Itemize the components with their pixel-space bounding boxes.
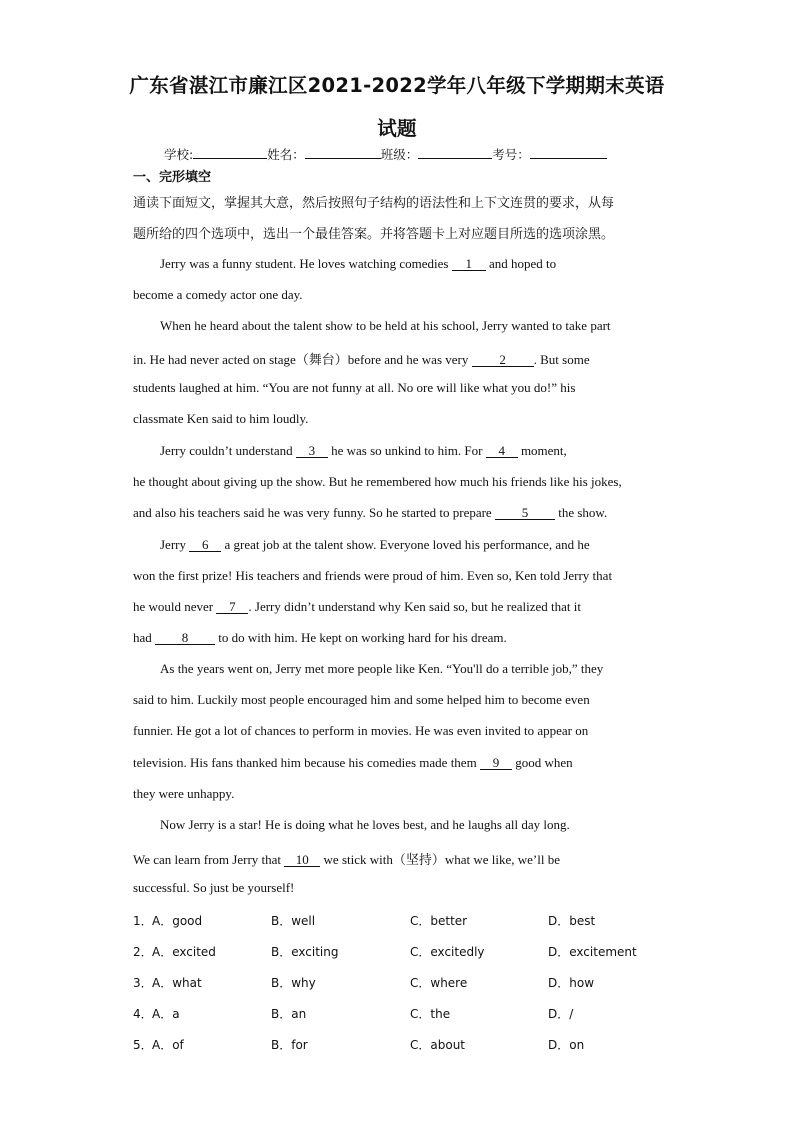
option-a[interactable]: A．of [152, 1038, 184, 1052]
passage-line: they were unhappy. [133, 786, 235, 801]
section-heading: 一、完形填空 [133, 170, 212, 185]
passage-line: he thought about giving up the show. But he remembered how much his friends like his jokes, [133, 474, 622, 489]
option-c[interactable]: C．excitedly [410, 945, 485, 959]
option-b[interactable]: B．why [271, 976, 316, 990]
passage-line: television. His fans thanked him because his comedies made them 9 good when [133, 755, 573, 770]
option-d[interactable]: D．how [548, 976, 595, 990]
blank-4: 4 [486, 445, 518, 458]
name-label: 姓名： [267, 147, 305, 162]
question-number: 2． [133, 945, 153, 959]
option-a[interactable]: A．what [152, 976, 202, 990]
class-label: 班级： [380, 147, 419, 162]
passage-line: Jerry was a funny student. He loves watching comedies 1 and hoped to [160, 256, 557, 271]
number-field[interactable] [530, 146, 607, 159]
question-number: 5． [133, 1038, 153, 1052]
passage-line: students laughed at him. “You are not funny at all. No ore will like what you do!” his [133, 380, 576, 395]
option-c[interactable]: C．the [410, 1007, 451, 1021]
option-b[interactable]: B．for [271, 1038, 308, 1052]
blank-5: 5 [495, 507, 555, 520]
passage-line: won the first prize! His teachers and friends were proud of him. Even so, Ken told Jerry that [133, 568, 613, 583]
passage-line: When he heard about the talent show to be held at his school, Jerry wanted to take part [160, 318, 611, 333]
option-a[interactable]: A．good [152, 914, 203, 928]
option-c[interactable]: C．better [410, 914, 468, 928]
school-label: 学校: [164, 147, 194, 162]
passage-line: become a comedy actor one day. [133, 287, 303, 302]
passage-line: and also his teachers said he was very funny. So he started to prepare 5 the show. [133, 505, 608, 520]
page-title-continued: 试题 [377, 117, 417, 140]
passage-line: successful. So just be yourself! [133, 880, 295, 895]
blank-8: 8 [155, 632, 215, 645]
blank-1: 1 [452, 258, 486, 271]
option-b[interactable]: B．exciting [271, 945, 339, 959]
passage-line: he would never 7 . Jerry didn’t understand why Ken said so, but he realized that it [133, 599, 582, 614]
blank-2: 2 [472, 354, 534, 367]
name-field[interactable] [305, 146, 381, 159]
passage-line: had 8 to do with him. He kept on working hard for his dream. [133, 630, 507, 645]
option-d[interactable]: D．/ [548, 1007, 574, 1021]
option-d[interactable]: D．best [548, 914, 596, 928]
blank-9: 9 [480, 757, 512, 770]
option-a[interactable]: A．excited [152, 945, 216, 959]
passage-line: Now Jerry is a star! He is doing what he loves best, and he laughs all day long. [160, 817, 570, 832]
option-b[interactable]: B．an [271, 1007, 307, 1021]
class-field[interactable] [418, 146, 492, 159]
option-d[interactable]: D．on [548, 1038, 585, 1052]
passage-line: We can learn from Jerry that 10 we stick with（坚持）what we like, we’ll be [133, 852, 561, 867]
question-number: 3． [133, 976, 153, 990]
passage-line: in. He had never acted on stage（舞台）before and he was very 2 . But some [133, 352, 590, 367]
option-c[interactable]: C．about [410, 1038, 466, 1052]
blank-10: 10 [284, 854, 320, 867]
question-number: 1． [133, 914, 153, 928]
student-info-fields [164, 145, 607, 163]
blank-6: 6 [189, 539, 221, 552]
number-label: 考号： [492, 147, 530, 162]
passage-line: said to him. Luckily most people encouraged him and some helped him to become even [133, 692, 590, 707]
instruction-line: 题所给的四个选项中，选出一个最佳答案。并将答题卡上对应题目所选的选项涂黑。 [133, 227, 615, 242]
question-number: 4． [133, 1007, 153, 1021]
option-a[interactable]: A．a [152, 1007, 180, 1021]
passage-line: Jerry couldn’t understand 3 he was so unkind to him. For 4 moment, [160, 443, 567, 458]
option-b[interactable]: B．well [271, 914, 316, 928]
page-title: 广东省湛江市廉江区2021-2022学年八年级下学期期末英语 [129, 74, 665, 97]
passage-line: funnier. He got a lot of chances to perform in movies. He was even invited to appear on [133, 723, 589, 738]
option-d[interactable]: D．excitement [548, 945, 637, 959]
blank-7: 7 [216, 601, 248, 614]
school-field[interactable] [193, 146, 267, 159]
blank-3: 3 [296, 445, 328, 458]
passage-line: As the years went on, Jerry met more people like Ken. “You'll do a terrible job,” they [160, 661, 604, 676]
instruction-line: 通读下面短文，掌握其大意，然后按照句子结构的语法性和上下文连贯的要求，从每 [133, 196, 615, 211]
passage-line: Jerry 6 a great job at the talent show. Everyone loved his performance, and he [160, 537, 590, 552]
option-c[interactable]: C．where [410, 976, 468, 990]
passage-line: classmate Ken said to him loudly. [133, 411, 309, 426]
